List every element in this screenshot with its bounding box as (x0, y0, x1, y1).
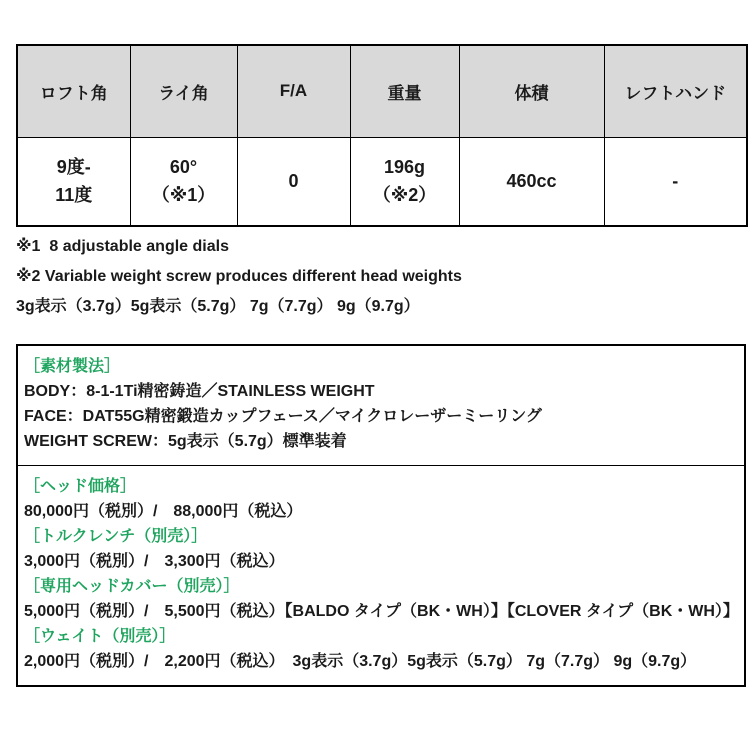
pricing-section (18, 465, 744, 685)
header-left-hand: レフトハンド (604, 45, 747, 137)
lie-angle-line1: 60° (169, 157, 198, 178)
value-fa (237, 137, 350, 226)
value-volume (459, 137, 604, 226)
weight-line2: （※2） (372, 185, 437, 206)
spec-table-header-row (17, 45, 747, 137)
volume-line1: 460cc (506, 171, 557, 192)
header-fa: F/A (237, 45, 350, 137)
head-price-heading: ［ヘッド価格］ (24, 478, 137, 495)
weight-screw-line: WEIGHT SCREW：5g表示（5.7g）標準装着 (24, 433, 347, 450)
body-material-line: BODY：8-1-1Ti精密鋳造／STAINLESS WEIGHT (24, 383, 375, 400)
loft-angle-line1: 9度- (56, 157, 91, 178)
header-loft-angle: ロフト角 (17, 45, 130, 137)
footnotes-block (16, 232, 734, 322)
footnote-weight-display-options: 3g表示（3.7g）5g表示（5.7g） 7g（7.7g） 9g（9.7g） (16, 298, 420, 315)
value-lie-angle (130, 137, 237, 226)
weight-line1: 196g (383, 157, 426, 178)
fa-line1: 0 (288, 171, 299, 192)
head-price-line: 80,000円（税別）/ 88,000円（税込） (24, 503, 303, 520)
weight-option-price-line: 2,000円（税別）/ 2,200円（税込） 3g表示（3.7g）5g表示（5.7g） 7g（7.7g） 9g（9.7g） (24, 653, 697, 670)
materials-heading: ［素材製法］ (24, 358, 121, 375)
header-volume: 体積 (459, 45, 604, 137)
spec-table-value-row (17, 137, 747, 226)
header-lie-angle: ライ角 (130, 45, 237, 137)
value-weight (350, 137, 459, 226)
torque-wrench-heading: ［トルクレンチ（別売）］ (24, 528, 208, 545)
footnote-adjustable-dials: ※1 8 adjustable angle dials (16, 238, 229, 255)
face-material-line: FACE：DAT55G精密鍛造カップフェース／マイクロレーザーミーリング (24, 408, 542, 425)
headcover-price-line: 5,000円（税別）/ 5,500円（税込）【BALDO タイプ（BK・WH）】【CLOVER タイプ（BK・WH）】 (24, 603, 739, 620)
weight-option-heading: ［ウェイト（別売）］ (24, 628, 176, 645)
value-left-hand (604, 137, 747, 226)
headcover-heading: ［専用ヘッドカバー（別売）］ (24, 578, 240, 595)
spec-table (16, 44, 748, 227)
lie-angle-line2: （※1） (151, 185, 216, 206)
details-panel (16, 344, 746, 687)
torque-wrench-price-line: 3,000円（税別）/ 3,300円（税込） (24, 553, 285, 570)
materials-section (18, 346, 744, 465)
loft-angle-line2: 11度 (55, 185, 93, 206)
header-weight: 重量 (350, 45, 459, 137)
left-hand-line1: - (672, 171, 679, 192)
footnote-variable-weight: ※2 Variable weight screw produces different head weights (16, 268, 462, 285)
value-loft-angle (17, 137, 130, 226)
